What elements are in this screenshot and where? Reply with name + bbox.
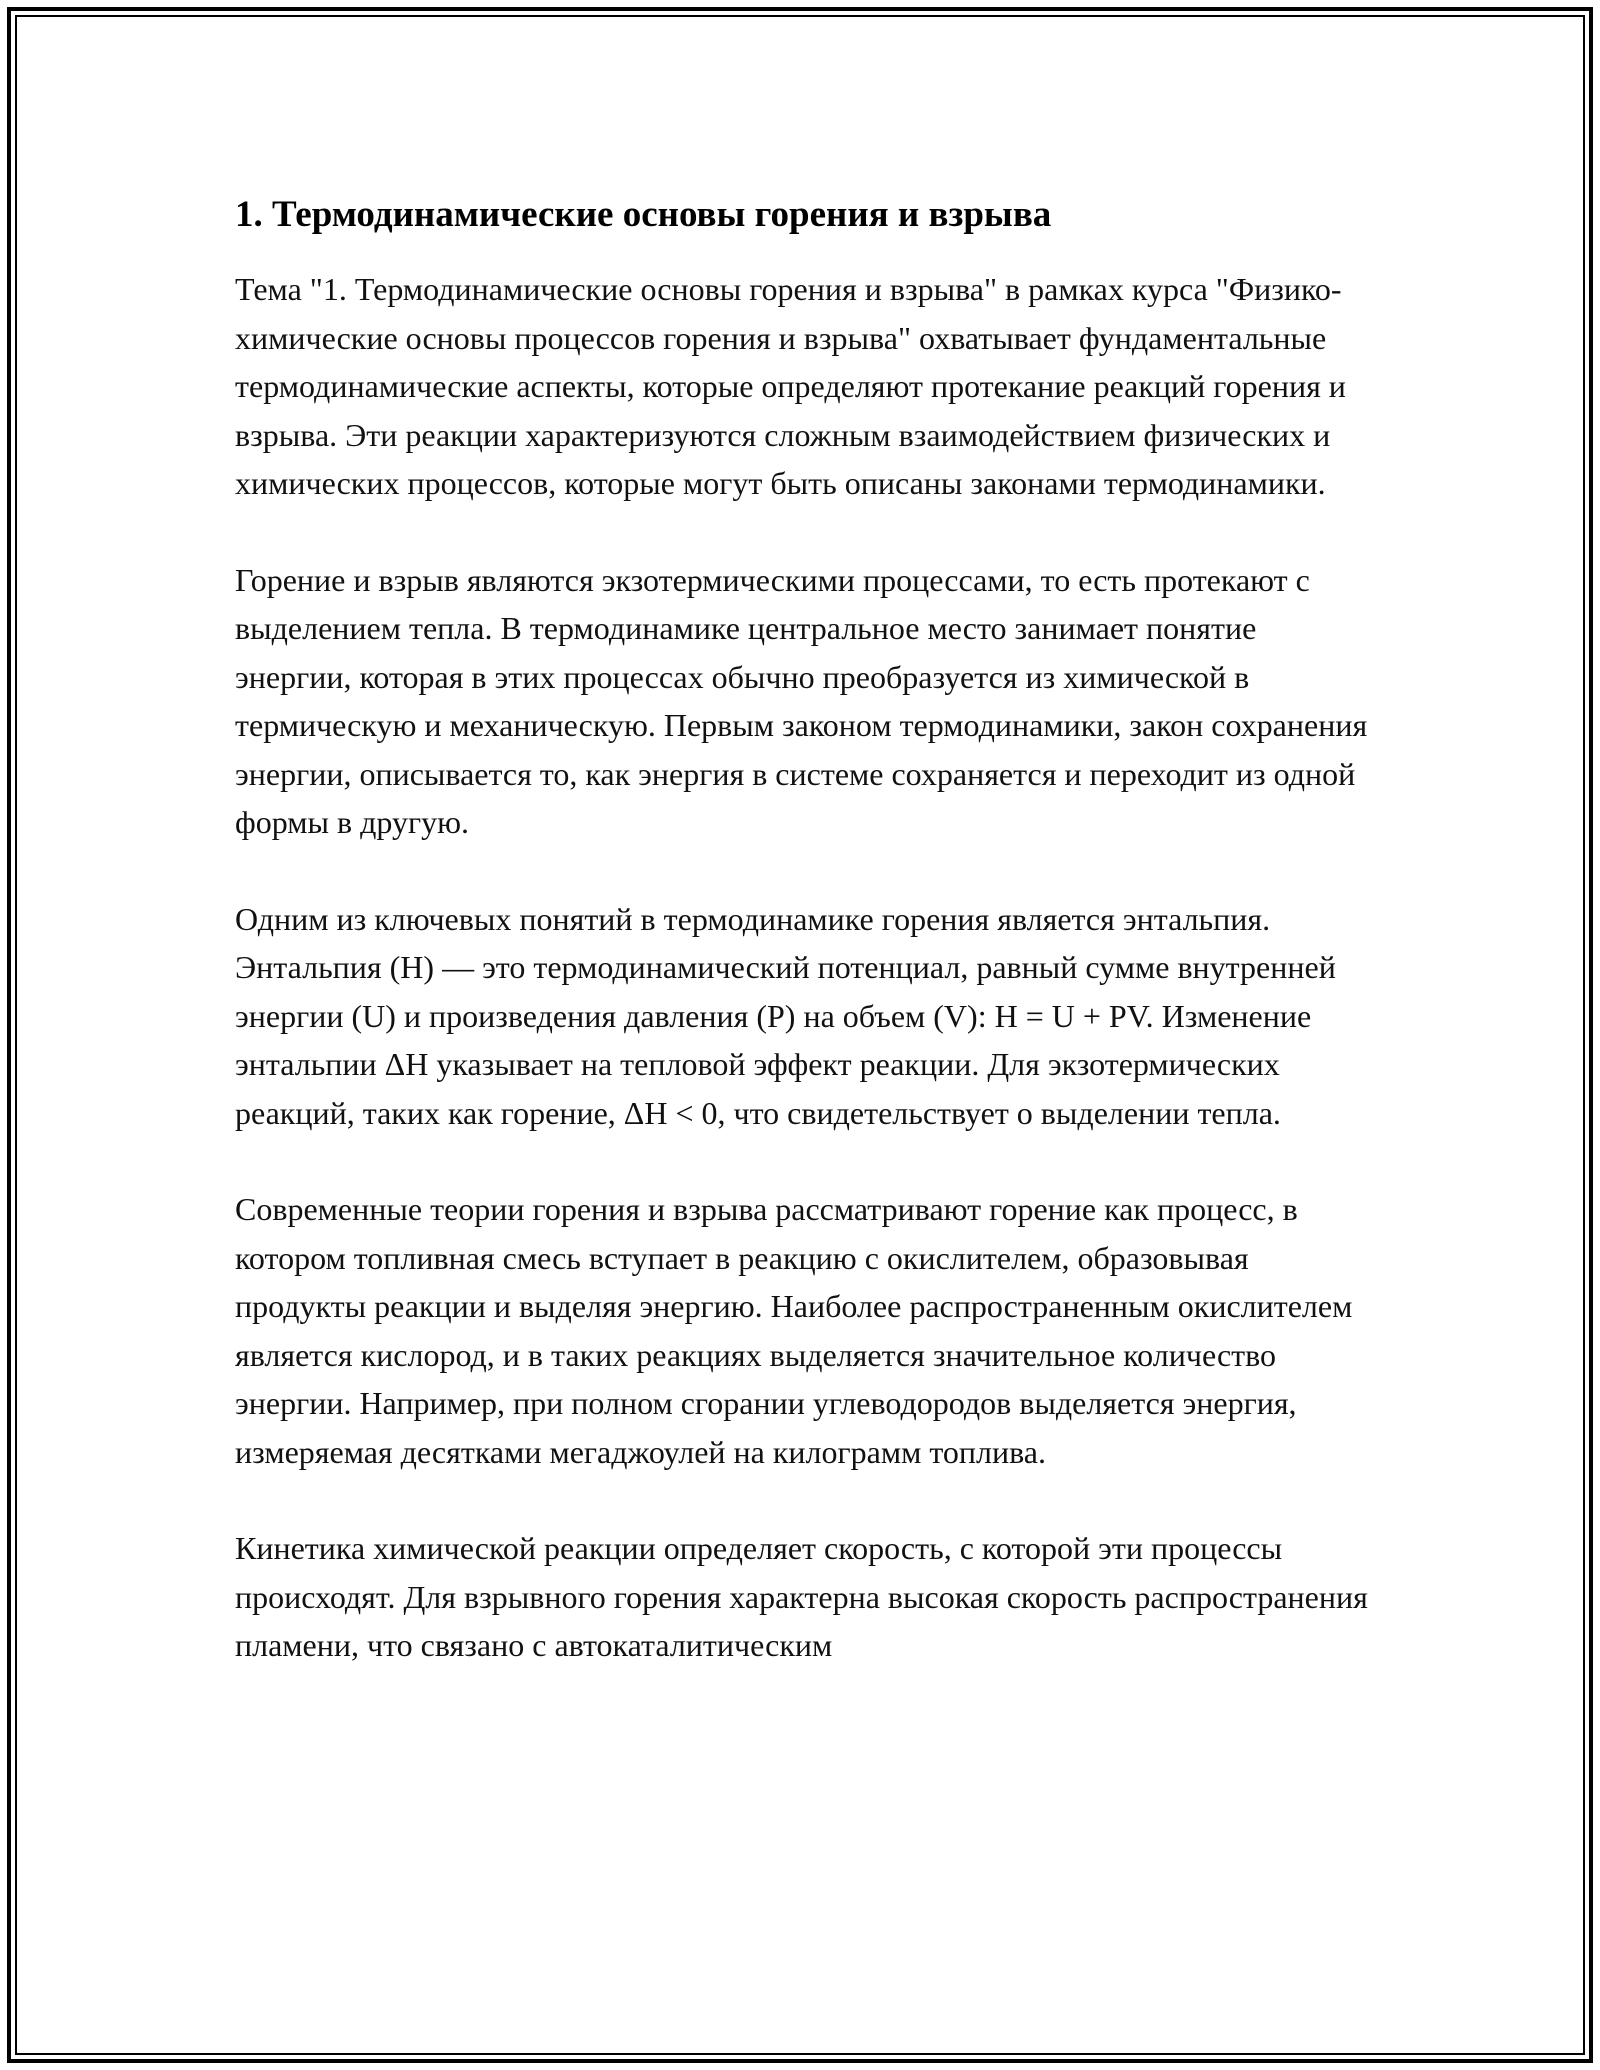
paragraph-modern-theories: Современные теории горения и взрыва рассматривают горение как процесс, в котором топливная смесь вступает в реакцию с окислителем, образовывая продукты реакции и выделяя энергию. Наиболее распространенным окислителем является кислород, и в таких реакциях выделяется значительное количество энергии. Например, при полном сгорании углеводородов выделяется энергия, измеряемая десятками мегаджоулей на килограмм топлива.	[235, 1191, 1353, 1470]
section-heading: 1. Термодинамические основы горения и взрыва	[235, 194, 1052, 235]
paragraph-enthalpy: Одним из ключевых понятий в термодинамике горения является энтальпия. Энтальпия (H) — это термодинамический потенциал, равный сумме внутренней энергии (U) и произведения давления (P) на объем (V): H = U + PV. Изменение энтальпии ΔH указывает на тепловой эффект реакции. Для экзотермических реакций, таких как горение, ΔH < 0, что свидетельствует о выделении тепла.	[235, 900, 1336, 1131]
document-body	[235, 187, 1375, 1718]
paragraph-kinetics: Кинетика химической реакции определяет скорость, с которой эти процессы происходят. Для взрывного горения характерна высокая скорость распространения пламени, что связано с автокаталитическим	[235, 1530, 1368, 1663]
paragraph-intro: Тема "1. Термодинамические основы горения и взрыва" в рамках курса "Физико-химические основы процессов горения и взрыва" охватывает фундаментальные термодинамические аспекты, которые определяют протекание реакций горения и взрыва. Эти реакции характеризуются сложным взаимодействием физических и химических процессов, которые могут быть описаны законами термодинамики.	[235, 271, 1346, 501]
paragraph-exothermic: Горение и взрыв являются экзотермическими процессами, то есть протекают с выделением тепла. В термодинамике центральное место занимает понятие энергии, которая в этих процессах обычно преобразуется из химической в термическую и механическую. Первым законом термодинамики, закон сохранения энергии, описывается то, как энергия в системе сохраняется и переходит из одной формы в другую.	[235, 561, 1368, 840]
